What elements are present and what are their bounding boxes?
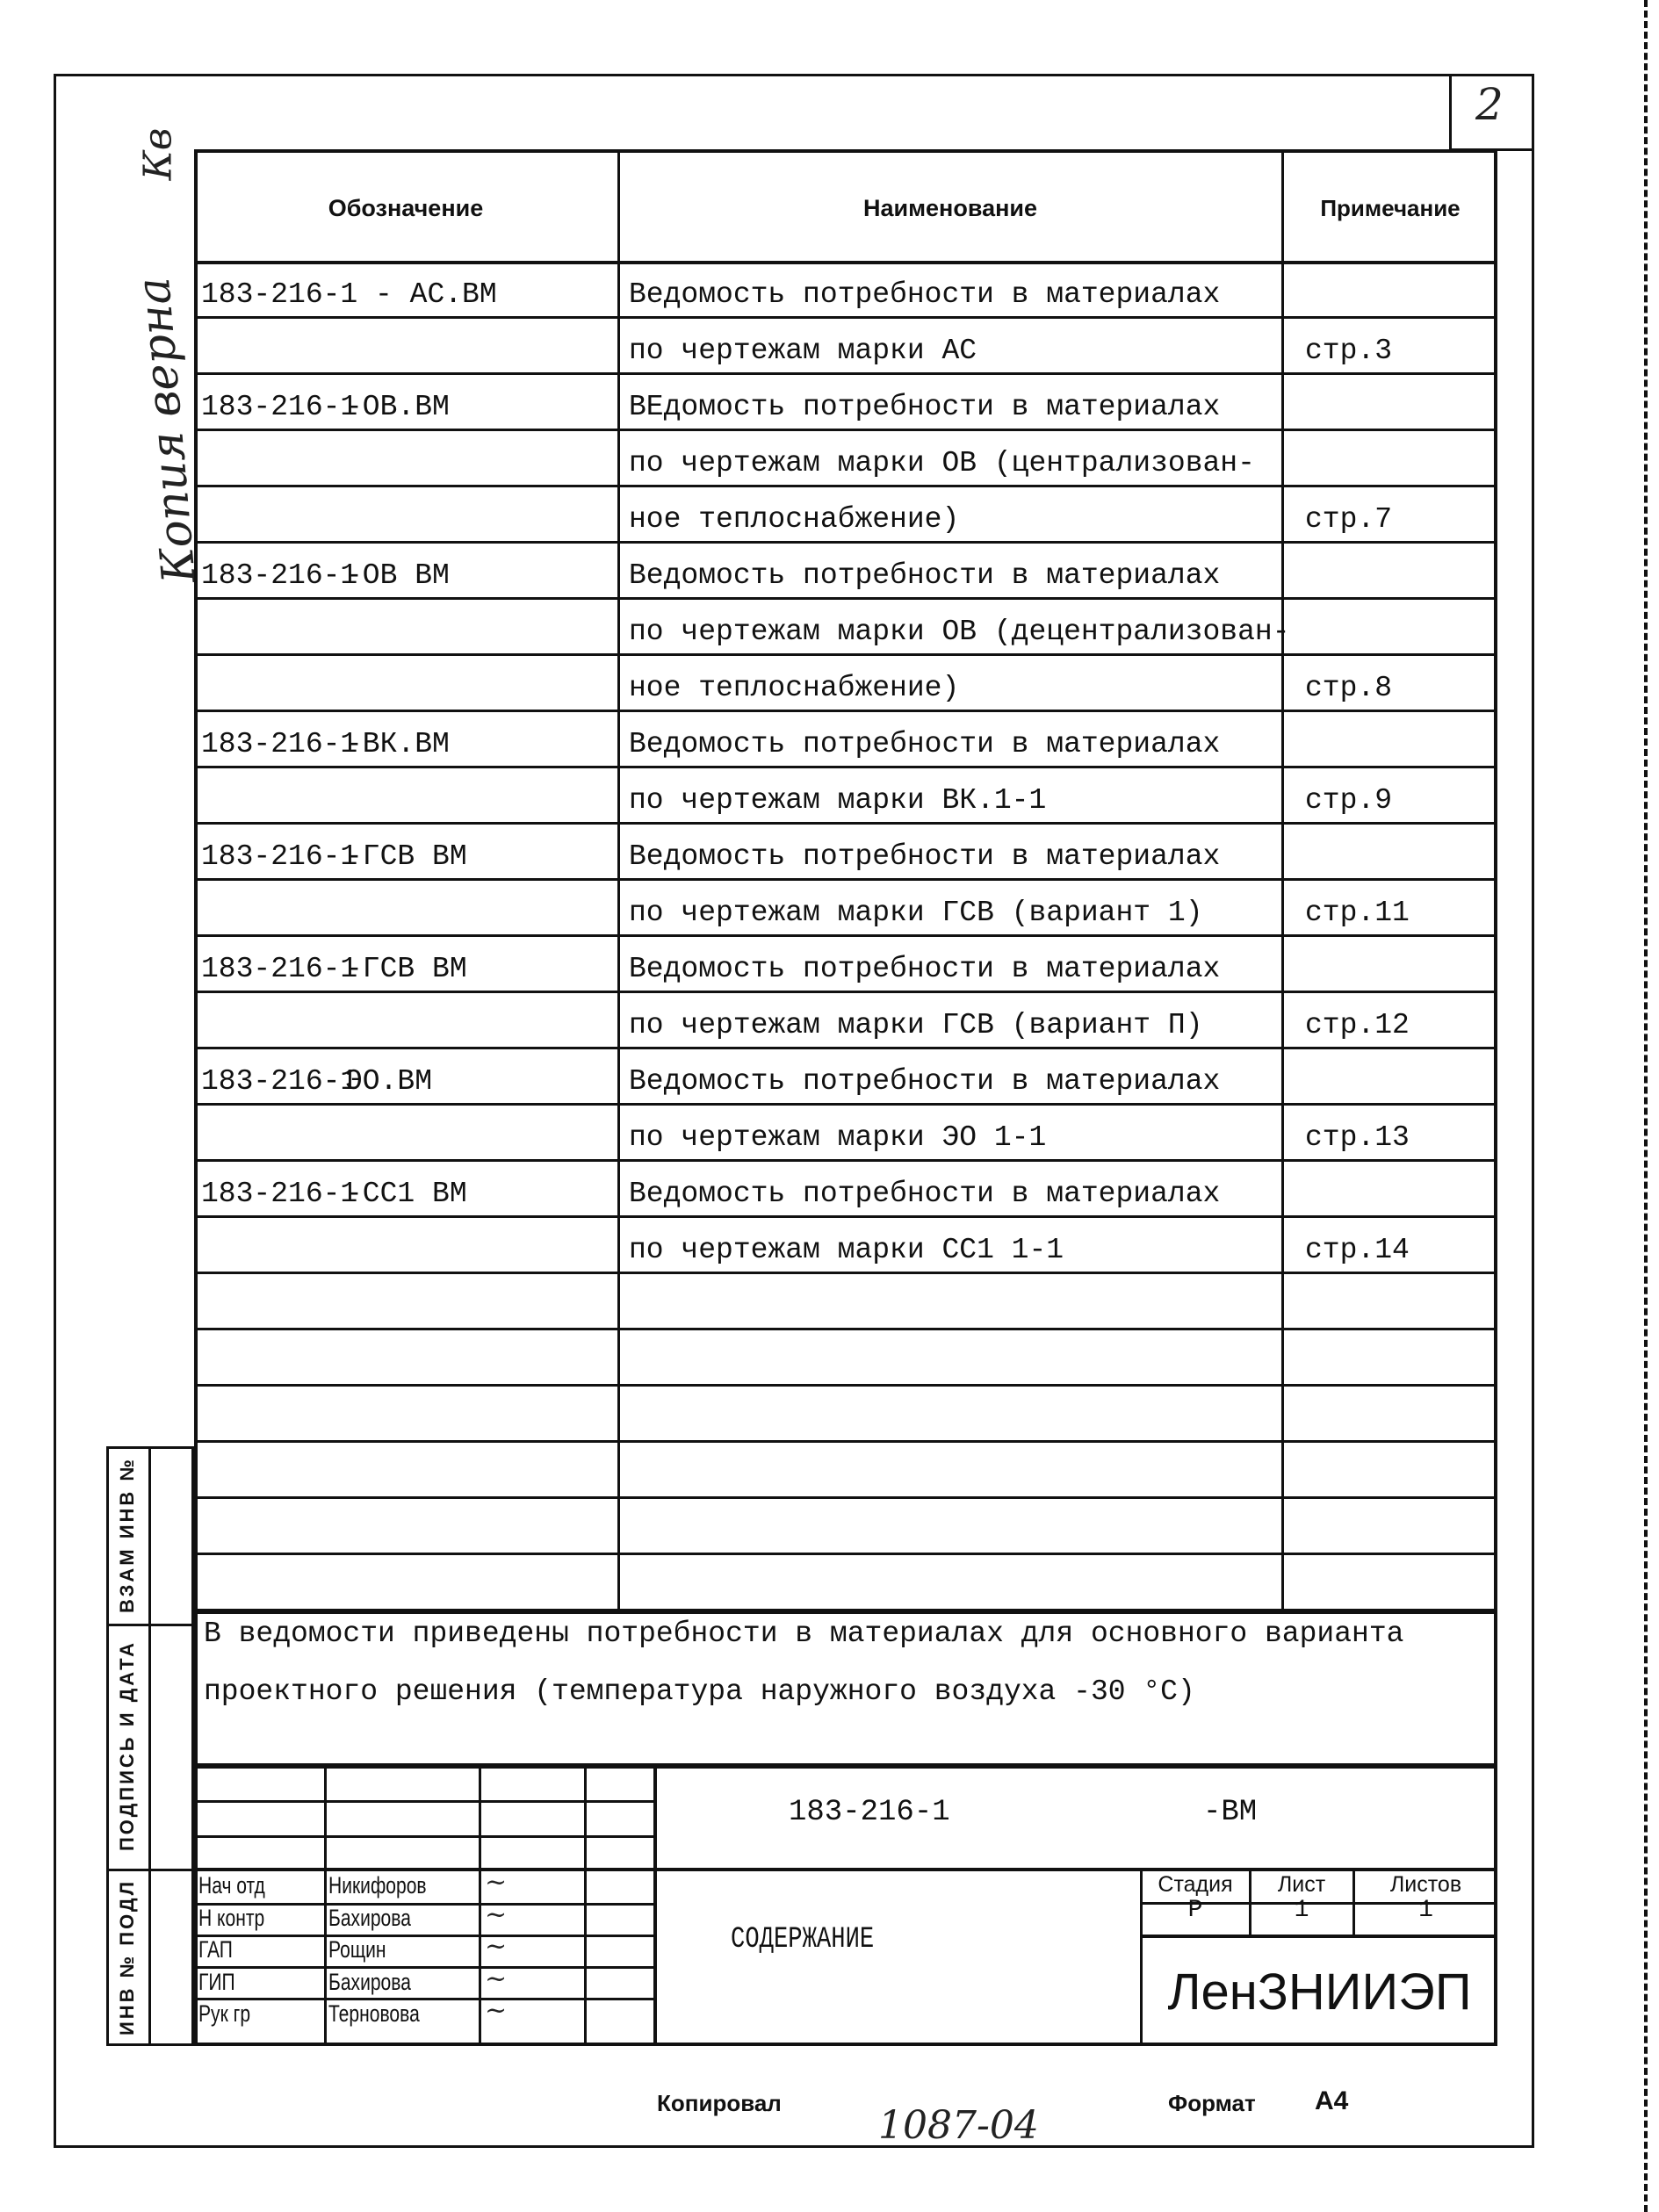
table-row (194, 263, 1497, 319)
label-vzam-inv: ВЗАМ ИНВ № (116, 1457, 138, 1613)
row-note: стр.13 (1305, 1121, 1410, 1154)
sheets-label: Листов (1389, 1872, 1462, 1897)
row-designation: 183-216-1 (201, 1178, 358, 1210)
organization-logo: ЛенЗНИИЭП (1167, 1963, 1472, 2021)
header-note: Примечание (1320, 195, 1461, 221)
table-row (194, 319, 1497, 375)
table-row (194, 1555, 1497, 1611)
row-name: Ведомость потребности в материалах (629, 953, 1221, 985)
staff-role: ГАП (198, 1936, 233, 1963)
table-row (194, 712, 1497, 768)
signature: ~ (485, 1899, 508, 1930)
tb-divider (653, 1767, 657, 2046)
row-name: ное теплоснабжение) (629, 503, 960, 536)
signature: ~ (485, 1931, 508, 1962)
table-row (194, 1274, 1497, 1330)
row-note: стр.7 (1305, 503, 1393, 536)
row-name: ное теплоснабжение) (629, 672, 960, 704)
staff-role: Рук гр (198, 2000, 251, 2027)
note-line-1: В ведомости приведены потребности в материалах для основного варианта (204, 1618, 1404, 1650)
tb-divider (479, 1767, 481, 2046)
doc-title: СОДЕРЖАНИЕ (731, 1923, 875, 1956)
table-row (194, 487, 1497, 544)
staff-role: ГИП (198, 1968, 235, 1995)
handwritten-certified-copy: Копия верна (126, 275, 207, 586)
tb-divider (194, 1966, 655, 1969)
row-note: стр.12 (1305, 1009, 1410, 1041)
row-designation-suffix: -ГСВ ВМ (345, 953, 467, 985)
table-row (194, 1330, 1497, 1387)
row-designation: 183-216-1 (201, 1065, 358, 1098)
row-designation-suffix: -СС1 ВМ (345, 1178, 467, 1210)
copied-label: Копировал (657, 2090, 782, 2116)
tb-divider (194, 1935, 655, 1937)
tb-divider (584, 1767, 587, 2046)
staff-name: Бахирова (328, 1904, 411, 1931)
table-row (194, 656, 1497, 712)
row-name: Ведомость потребности в материалах (629, 728, 1221, 760)
doc-suffix: -ВМ (1203, 1796, 1258, 1829)
row-designation-suffix: -ГСВ ВМ (345, 840, 467, 873)
tb-divider (194, 1998, 655, 2000)
row-designation-suffix: -ОВ ВМ (345, 559, 450, 592)
row-name: Ведомость потребности в материалах (629, 559, 1221, 592)
table-row (194, 1443, 1497, 1499)
table-row (194, 1162, 1497, 1218)
row-designation-suffix: -ВК.ВМ (345, 728, 450, 760)
note-top-border (194, 1610, 1497, 1614)
sheets-value: 1 (1418, 1897, 1433, 1924)
row-name: по чертежам марки ЭО 1-1 (629, 1121, 1047, 1154)
row-name: по чертежам марки ГСВ (вариант 1) (629, 897, 1203, 929)
tb-divider (194, 1868, 1497, 1871)
row-note: стр.14 (1305, 1234, 1410, 1266)
row-name: Ведомость потребности в материалах (629, 840, 1221, 873)
dashed-cut-line (1644, 0, 1648, 2212)
row-designation: 183-216-1 - АС.ВМ (201, 278, 497, 311)
row-designation: 183-216-1 (201, 391, 358, 423)
copied-value: 1087-04 (878, 2103, 1039, 2148)
header-designation: Обозначение (328, 195, 484, 221)
row-name: по чертежам марки ОВ (децентрализован- (629, 616, 1290, 648)
table-row (194, 937, 1497, 993)
row-name: по чертежам марки ОВ (централизован- (629, 447, 1255, 479)
stage-value: Р (1187, 1897, 1203, 1924)
row-name: по чертежам марки СС1 1-1 (629, 1234, 1064, 1266)
row-name: Ведомость потребности в материалах (629, 1178, 1221, 1210)
table-row (194, 544, 1497, 600)
row-note: стр.11 (1305, 897, 1410, 929)
table-row (194, 993, 1497, 1049)
label-inv-podl: ИНВ № ПОДЛ (116, 1878, 138, 2036)
format-value: А4 (1315, 2086, 1349, 2115)
table-row (194, 600, 1497, 656)
header-name: Наименование (862, 195, 1038, 221)
tb-divider (194, 1835, 655, 1838)
row-designation: 183-216-1 (201, 840, 358, 873)
staff-name: Терновова (328, 2000, 420, 2027)
sheet-number: 2 (1475, 79, 1504, 130)
table-row (194, 1106, 1497, 1162)
tb-divider (324, 1767, 327, 2046)
table-row (194, 1387, 1497, 1443)
staff-name: Бахирова (328, 1968, 411, 1995)
signature: ~ (485, 1867, 508, 1898)
signature: ~ (485, 1995, 508, 2026)
table-row (194, 768, 1497, 825)
row-name: по чертежам марки ВК.1-1 (629, 784, 1047, 817)
row-name: Ведомость потребности в материалах (629, 278, 1221, 311)
handwritten-initials: Кв (135, 127, 181, 181)
table-row (194, 431, 1497, 487)
staff-role: Нач отд (198, 1872, 265, 1899)
format-label: Формат (1168, 2090, 1256, 2116)
staff-role: Н контр (198, 1904, 265, 1931)
table-row (194, 825, 1497, 881)
staff-name: Рощин (328, 1936, 386, 1963)
row-designation: 183-216-1 (201, 728, 358, 760)
row-note: стр.8 (1305, 672, 1393, 704)
row-designation-suffix: ЭО.ВМ (345, 1065, 433, 1098)
row-name: по чертежам марки ГСВ (вариант П) (629, 1009, 1203, 1041)
row-designation-suffix: -ОВ.ВМ (345, 391, 450, 423)
sheet-label: Лист (1277, 1872, 1326, 1897)
row-name: ВЕдомость потребности в материалах (629, 391, 1221, 423)
row-note: стр.3 (1305, 335, 1393, 367)
signature: ~ (485, 1963, 508, 1994)
row-note: стр.9 (1305, 784, 1393, 817)
row-designation: 183-216-1 (201, 953, 358, 985)
stage-label: Стадия (1158, 1872, 1233, 1897)
table-row (194, 1499, 1497, 1555)
table-row (194, 375, 1497, 431)
tb-divider (194, 1800, 655, 1803)
table-row (194, 881, 1497, 937)
sheet-value: 1 (1294, 1897, 1309, 1924)
tb-divider (1140, 1935, 1497, 1938)
staff-name: Никифоров (328, 1872, 427, 1899)
row-name: по чертежам марки АС (629, 335, 977, 367)
label-podpis-data: ПОДПИСЬ И ДАТА (116, 1639, 138, 1852)
table-row (194, 1049, 1497, 1106)
table-row (194, 1218, 1497, 1274)
row-designation: 183-216-1 (201, 559, 358, 592)
note-line-2: проектного решения (температура наружного воздуха -30 °С) (204, 1675, 1195, 1708)
doc-code: 183-216-1 (789, 1796, 950, 1829)
row-name: Ведомость потребности в материалах (629, 1065, 1221, 1098)
side-divider (148, 1446, 151, 2046)
